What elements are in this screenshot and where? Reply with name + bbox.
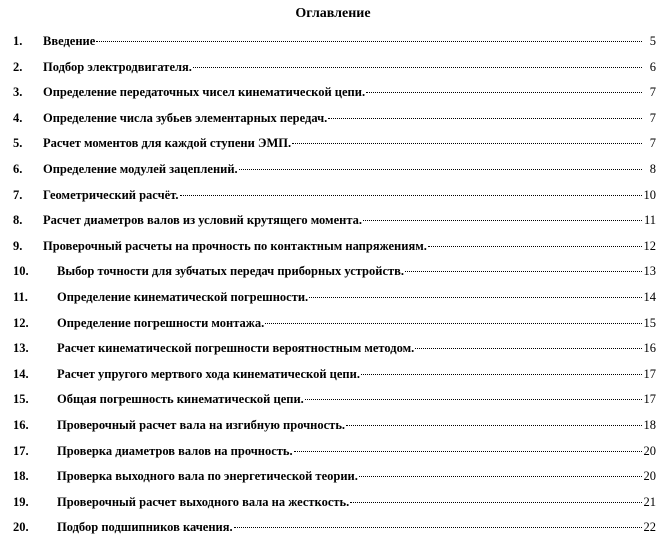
toc-entry-title[interactable]: Определение числа зубьев элементарных передач. xyxy=(43,110,328,125)
toc-dot-leader xyxy=(366,91,642,93)
toc-entry-page-number[interactable]: 7 xyxy=(649,136,656,151)
toc-entry-number: 2. xyxy=(13,59,23,74)
toc-title: Оглавление xyxy=(295,6,371,21)
toc-entry-title[interactable]: Проверочный расчеты на прочность по контактным напряжениям. xyxy=(43,238,427,253)
toc-entry-title[interactable]: Проверочный расчет вала на изгибную прочность. xyxy=(57,417,346,432)
toc-entry[interactable] xyxy=(0,314,666,340)
toc-entry-number: 1. xyxy=(13,34,23,48)
toc-entry[interactable] xyxy=(0,467,666,493)
toc-dot-leader xyxy=(294,450,642,452)
toc-entry-number: 11. xyxy=(13,289,28,304)
toc-entry-page-number[interactable]: 16 xyxy=(643,341,656,356)
toc-entry-page-number[interactable]: 6 xyxy=(649,59,656,74)
toc-entry[interactable] xyxy=(0,442,666,468)
toc-dot-leader xyxy=(428,245,642,247)
toc-dot-leader xyxy=(309,296,641,298)
toc-entry-line[interactable] xyxy=(57,442,656,460)
toc-entry-number: 12. xyxy=(13,315,29,330)
toc-entry-number: 13. xyxy=(13,341,29,356)
toc-entry[interactable] xyxy=(0,109,666,135)
toc-entry-page-number[interactable]: 7 xyxy=(649,85,656,100)
toc-entry-number: 14. xyxy=(13,366,29,381)
toc-entry-number: 8. xyxy=(13,213,23,228)
toc-entry[interactable] xyxy=(0,416,666,442)
toc-entry[interactable] xyxy=(0,186,666,212)
toc-entry-number: 20. xyxy=(13,520,29,535)
toc-entry-number: 17. xyxy=(13,443,29,458)
toc-entry-page-number[interactable]: 8 xyxy=(649,161,656,176)
toc-entry[interactable] xyxy=(0,83,666,109)
toc-entry-title[interactable]: Выбор точности для зубчатых передач приборных устройств. xyxy=(57,264,405,279)
toc-dot-leader xyxy=(193,66,642,68)
toc-entry-line[interactable] xyxy=(43,186,656,204)
toc-entry-page-number[interactable]: 5 xyxy=(649,34,656,48)
toc-entry[interactable] xyxy=(0,134,666,160)
toc-entry-title[interactable]: Определение передаточных чисел кинематической цепи. xyxy=(43,85,366,100)
toc-entry[interactable] xyxy=(0,518,666,544)
toc-entry[interactable] xyxy=(0,288,666,314)
toc-entry-line[interactable] xyxy=(57,339,656,357)
toc-dot-leader xyxy=(305,398,642,400)
toc-dot-leader xyxy=(292,142,642,144)
toc-entry-page-number[interactable]: 17 xyxy=(643,366,656,381)
toc-entry[interactable] xyxy=(0,390,666,416)
toc-dot-leader xyxy=(265,322,641,324)
toc-entry-page-number[interactable]: 17 xyxy=(643,392,656,407)
toc-entry[interactable] xyxy=(0,160,666,186)
toc-dot-leader xyxy=(239,168,642,170)
toc-entry-line[interactable] xyxy=(43,211,656,229)
toc-entry-title[interactable]: Геометрический расчёт. xyxy=(43,187,179,202)
toc-entry-page-number[interactable]: 21 xyxy=(643,494,656,509)
toc-entry-title[interactable]: Определение модулей зацеплений. xyxy=(43,161,238,176)
toc-entry-page-number[interactable]: 20 xyxy=(643,469,656,484)
toc-entry-number: 19. xyxy=(13,494,29,509)
toc-entry-page-number[interactable]: 12 xyxy=(643,238,656,253)
toc-entry-line[interactable] xyxy=(57,288,656,306)
toc-entry-line[interactable] xyxy=(43,160,656,178)
toc-entry-page-number[interactable]: 14 xyxy=(643,289,656,304)
toc-entry-number: 5. xyxy=(13,136,23,151)
toc-entry[interactable] xyxy=(0,339,666,365)
toc-entry-number: 9. xyxy=(13,238,23,253)
toc-entry-line[interactable] xyxy=(57,262,656,280)
toc-dot-leader xyxy=(363,219,642,221)
toc-dot-leader xyxy=(346,424,641,426)
toc-entry-line[interactable] xyxy=(43,32,656,50)
toc-dot-leader xyxy=(361,373,642,375)
toc-entry-page-number[interactable]: 15 xyxy=(643,315,656,330)
toc-entry-line[interactable] xyxy=(43,83,656,101)
toc-dot-leader xyxy=(328,117,642,119)
toc-dot-leader xyxy=(96,40,642,42)
toc-entry-number: 3. xyxy=(13,85,23,100)
toc-entry[interactable] xyxy=(0,237,666,263)
toc-entry[interactable] xyxy=(0,58,666,84)
toc-entry-title[interactable]: Расчет упругого мертвого хода кинематической цепи. xyxy=(57,366,360,381)
toc-entry-title[interactable]: Расчет моментов для каждой ступени ЭМП. xyxy=(43,136,292,151)
toc-entry-line[interactable] xyxy=(57,493,656,511)
toc-entry-line[interactable] xyxy=(43,58,656,76)
toc-entry-page-number[interactable]: 18 xyxy=(643,417,656,432)
toc-entry-title[interactable]: Общая погрешность кинематической цепи. xyxy=(57,392,304,407)
toc-entry-number: 7. xyxy=(13,187,23,202)
toc-entry[interactable] xyxy=(0,262,666,288)
toc-entry-title[interactable]: Подбор электродвигателя. xyxy=(43,59,192,74)
toc-entry-line[interactable] xyxy=(57,467,656,485)
toc-entry[interactable] xyxy=(0,32,666,58)
toc-dot-leader xyxy=(234,526,642,528)
toc-entry-line[interactable] xyxy=(57,314,656,332)
toc-dot-leader xyxy=(415,347,641,349)
toc-entry-title[interactable]: Определение погрешности монтажа. xyxy=(57,315,265,330)
toc-entry-number: 6. xyxy=(13,161,23,176)
toc-entry-number: 16. xyxy=(13,417,29,432)
toc-entry-page-number[interactable]: 20 xyxy=(643,443,656,458)
toc-dot-leader xyxy=(180,194,642,196)
toc-entry-line[interactable] xyxy=(57,390,656,408)
toc-dot-leader xyxy=(405,270,641,272)
toc-entry-line[interactable] xyxy=(43,237,656,255)
toc-entry-title[interactable]: Расчет кинематической погрешности вероятностным методом. xyxy=(57,341,415,356)
toc-entry-number: 4. xyxy=(13,110,23,125)
toc-list xyxy=(0,32,666,544)
toc-dot-leader xyxy=(359,475,642,477)
toc-dot-leader xyxy=(350,501,641,503)
toc-entry-page-number[interactable]: 13 xyxy=(643,264,656,279)
toc-entry-title[interactable]: Расчет диаметров валов из условий крутящего момента. xyxy=(43,213,362,228)
toc-entry-title[interactable]: Проверка диаметров валов на прочность. xyxy=(57,443,293,458)
toc-entry-page-number[interactable]: 10 xyxy=(643,187,656,202)
toc-entry-page-number[interactable]: 22 xyxy=(643,520,656,535)
toc-entry-title[interactable]: Проверка выходного вала по энергетической теории. xyxy=(57,469,358,484)
toc-entry-page-number[interactable]: 7 xyxy=(649,110,656,125)
toc-entry-title[interactable]: Проверочный расчет выходного вала на жесткость. xyxy=(57,494,350,509)
toc-entry-line[interactable] xyxy=(57,365,656,383)
toc-entry[interactable] xyxy=(0,365,666,391)
toc-entry-line[interactable] xyxy=(43,109,656,127)
toc-entry-page-number[interactable]: 11 xyxy=(643,213,656,228)
toc-entry-number: 10. xyxy=(13,264,29,279)
toc-entry-line[interactable] xyxy=(43,134,656,152)
toc-entry-title[interactable]: Введение xyxy=(43,34,96,48)
toc-entry[interactable] xyxy=(0,211,666,237)
toc-entry-number: 18. xyxy=(13,469,29,484)
toc-entry-line[interactable] xyxy=(57,416,656,434)
toc-entry-number: 15. xyxy=(13,392,29,407)
toc-entry-title[interactable]: Определение кинематической погрешности. xyxy=(57,289,309,304)
toc-entry[interactable] xyxy=(0,493,666,519)
toc-entry-title[interactable]: Подбор подшипников качения. xyxy=(57,520,233,535)
